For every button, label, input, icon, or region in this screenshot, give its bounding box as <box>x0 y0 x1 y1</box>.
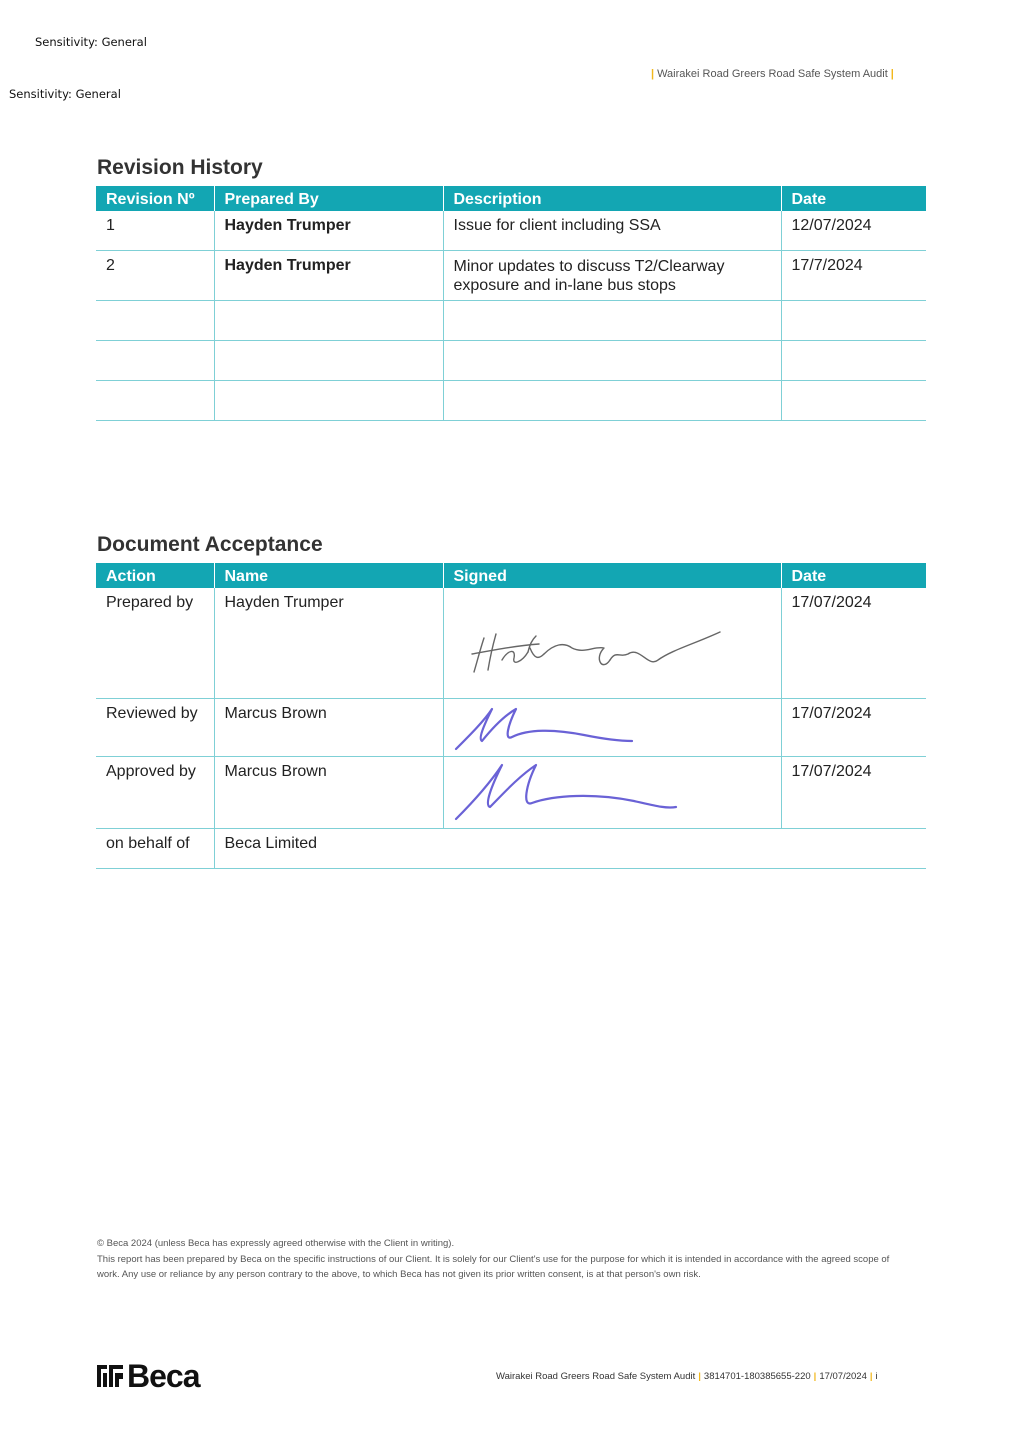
date: 12/07/2024 <box>781 211 926 250</box>
description <box>443 300 781 340</box>
table-row <box>96 340 926 380</box>
date <box>781 380 926 420</box>
table-row <box>96 588 926 699</box>
column-header: Description <box>443 186 781 211</box>
date: 17/07/2024 <box>781 588 926 699</box>
revision-number <box>96 340 214 380</box>
footer-doc-number: 3814701-180385655-220 <box>703 1371 811 1382</box>
action: on behalf of <box>96 829 214 869</box>
running-header <box>648 68 897 80</box>
sensitivity-label: Sensitivity: General <box>35 35 147 49</box>
document-acceptance-heading: Document Acceptance <box>97 533 323 556</box>
table-row <box>96 380 926 420</box>
table-row <box>96 211 926 250</box>
name: Marcus Brown <box>214 757 443 829</box>
logo-text: Beca <box>127 1358 200 1394</box>
table-header-row <box>96 186 926 211</box>
page-footer <box>496 1371 878 1382</box>
action: Reviewed by <box>96 699 214 757</box>
handwritten-signature-marcus <box>444 699 781 756</box>
revision-history-heading: Revision History <box>97 156 263 179</box>
revision-number <box>96 300 214 340</box>
signature-cell <box>443 699 781 757</box>
page-number: i <box>875 1371 878 1382</box>
prepared-by: Hayden Trumper <box>214 250 443 300</box>
handwritten-signature-marcus <box>444 757 781 828</box>
revision-history-table <box>96 186 926 421</box>
table-row <box>96 699 926 757</box>
date <box>781 300 926 340</box>
footer-date: 17/07/2024 <box>819 1371 867 1382</box>
column-header: Name <box>214 563 443 588</box>
separator: | <box>813 1371 817 1382</box>
name: Marcus Brown <box>214 699 443 757</box>
revision-number: 2 <box>96 250 214 300</box>
table-row <box>96 250 926 300</box>
column-header: Action <box>96 563 214 588</box>
prepared-by <box>214 340 443 380</box>
disclaimer: This report has been prepared by Beca on the specific instructions of our Client. It is solely for our Client's use for the purpose for which it is intended in accordance with the agreed scope of work. Any use or reliance by any person contrary to the above, to which Beca has not given its prior written consent, is at that person's own risk. <box>97 1253 890 1280</box>
footer-doc-title: Wairakei Road Greers Road Safe System Audit <box>496 1371 696 1382</box>
prepared-by <box>214 380 443 420</box>
beca-logo-mark-icon <box>97 1363 123 1389</box>
signature-cell <box>443 588 781 699</box>
sensitivity-label: Sensitivity: General <box>9 87 121 101</box>
document-acceptance-table <box>96 563 926 869</box>
date: 17/07/2024 <box>781 757 926 829</box>
beca-logo <box>97 1360 200 1392</box>
separator: | <box>651 68 655 80</box>
column-header: Revision Nº <box>96 186 214 211</box>
copyright-notice: © Beca 2024 (unless Beca has expressly agreed otherwise with the Client in writing). <box>97 1238 455 1249</box>
name: Beca Limited <box>214 829 926 869</box>
footnote <box>97 1236 907 1283</box>
table-row <box>96 757 926 829</box>
table-row <box>96 829 926 869</box>
prepared-by: Hayden Trumper <box>214 211 443 250</box>
column-header: Date <box>781 563 926 588</box>
separator: | <box>698 1371 701 1382</box>
table-row <box>96 300 926 340</box>
description <box>443 380 781 420</box>
separator: | <box>890 68 894 80</box>
date: 17/07/2024 <box>781 699 926 757</box>
signature-cell <box>443 757 781 829</box>
handwritten-signature-hayden <box>444 588 781 698</box>
action: Approved by <box>96 757 214 829</box>
revision-number: 1 <box>96 211 214 250</box>
column-header: Date <box>781 186 926 211</box>
date: 17/7/2024 <box>781 250 926 300</box>
column-header: Prepared By <box>214 186 443 211</box>
name: Hayden Trumper <box>214 588 443 699</box>
description: Minor updates to discuss T2/Clearway exposure and in-lane bus stops <box>443 250 781 300</box>
column-header: Signed <box>443 563 781 588</box>
header-title: Wairakei Road Greers Road Safe System Audit <box>657 68 888 80</box>
revision-number <box>96 380 214 420</box>
action: Prepared by <box>96 588 214 699</box>
prepared-by <box>214 300 443 340</box>
table-header-row <box>96 563 926 588</box>
description: Issue for client including SSA <box>443 211 781 250</box>
description <box>443 340 781 380</box>
separator: | <box>869 1371 873 1382</box>
date <box>781 340 926 380</box>
